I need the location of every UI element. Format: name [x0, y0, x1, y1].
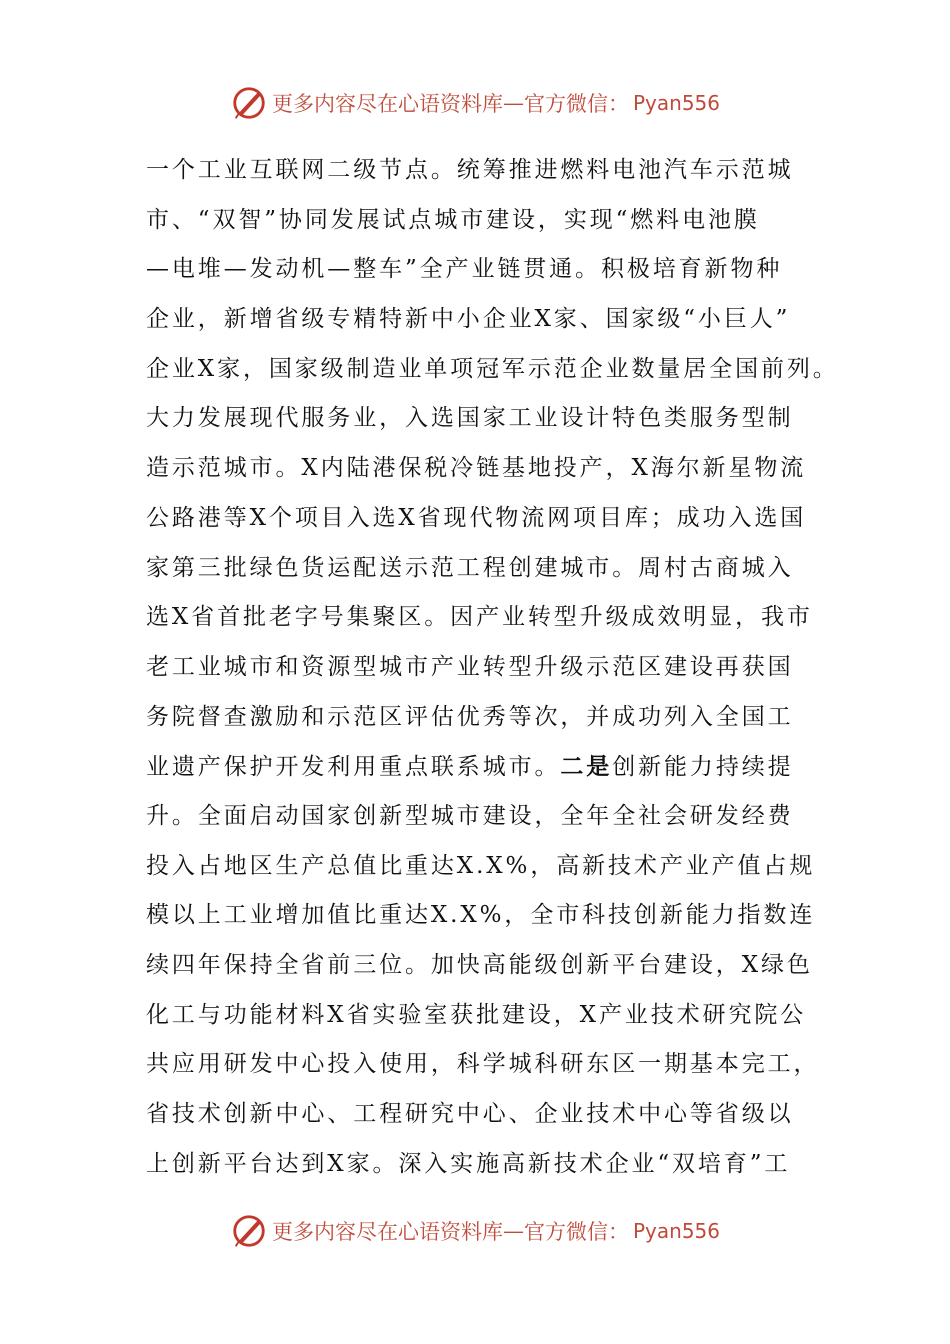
text-line [146, 792, 826, 842]
header-watermark-banner [0, 80, 950, 126]
text-run: 公路港等X个项目入选X省现代物流网项目库；成功入选国 [146, 504, 807, 531]
banner-slogan: 更多内容尽在心语资料库 [271, 92, 503, 116]
text-line [146, 593, 826, 643]
quill-pen-logo-icon [230, 1212, 268, 1250]
text-line [146, 941, 826, 991]
text-run: 化工与功能材料X省实验室获批建设，X产业技术研究院公 [146, 1001, 807, 1028]
text-line [146, 544, 826, 594]
banner-slogan: 更多内容尽在心语资料库 [271, 1220, 503, 1244]
text-line [146, 444, 826, 494]
text-run: 老工业城市和资源型城市产业转型升级示范区建设再获国 [146, 653, 794, 680]
text-run: 务院督查激励和示范区评估优秀等次，并成功列入全国工 [146, 703, 794, 730]
text-line [146, 742, 826, 792]
footer-watermark-banner [0, 1208, 950, 1254]
text-run: 业遗产保护开发利用重点联系城市。 [146, 754, 561, 781]
text-line [146, 1040, 826, 1090]
text-line [146, 394, 826, 444]
banner-separator: — [502, 91, 524, 115]
quill-pen-logo-icon [230, 84, 268, 122]
text-run: 企业，新增省级专精特新中小企业X家、国家级“小巨人” [146, 306, 791, 333]
text-line [146, 891, 826, 941]
text-line [146, 1090, 826, 1140]
text-line [146, 494, 826, 544]
text-line [146, 842, 826, 892]
text-run: 市、“双智”协同发展试点城市建设，实现“燃料电池膜 [146, 206, 760, 233]
text-run: 选X省首批老字号集聚区。因产业转型升级成效明显，我市 [146, 604, 813, 631]
text-run: 省技术创新中心、工程研究中心、企业技术中心等省级以 [146, 1101, 794, 1128]
text-run: 大力发展现代服务业，入选国家工业设计特色类服务型制 [146, 405, 794, 432]
text-run: 上创新平台达到X家。深入实施高新技术企业“双培育”工 [146, 1150, 791, 1177]
text-line [146, 295, 826, 345]
bold-heading-run: 二是 [560, 753, 613, 781]
text-run: 家第三批绿色货运配送示范工程创建城市。周村古商城入 [146, 554, 794, 581]
text-run: 一个工业互联网二级节点。统筹推进燃料电池汽车示范城 [146, 157, 794, 183]
text-line [146, 693, 826, 743]
text-line [146, 345, 839, 395]
text-line [146, 146, 826, 196]
text-line [146, 245, 826, 295]
banner-separator: — [502, 1219, 524, 1243]
text-run: 共应用研发中心投入使用，科学城科研东区一期基本完工， [146, 1051, 820, 1078]
text-run: 造示范城市。X内陆港保税冷链基地投产，X海尔新星物流 [146, 455, 807, 482]
document-body [146, 146, 839, 1189]
banner-wechat-label: 官方微信： [523, 92, 629, 116]
text-line [146, 643, 826, 693]
text-line [146, 196, 826, 246]
text-run: 续四年保持全省前三位。加快高能级创新平台建设，X绿色 [146, 952, 813, 978]
text-run: 升。全面启动国家创新型城市建设，全年全社会研发经费 [146, 802, 794, 829]
text-run: 创新能力持续提 [612, 754, 794, 781]
text-run: —电堆—发动机—整车”全产业链贯通。积极培育新物种 [146, 256, 783, 283]
banner-wechat-id: Pyan556 [632, 1219, 720, 1243]
text-line [146, 991, 826, 1041]
text-run: 模以上工业增加值比重达X.X%，全市科技创新能力指数连 [146, 902, 816, 929]
text-run: 投入占地区生产总值比重达X.X%，高新技术产业产值占规 [146, 852, 816, 879]
text-run: 企业X家，国家级制造业单项冠军示范企业数量居全国前列。 [146, 355, 839, 382]
banner-wechat-label: 官方微信： [523, 1220, 629, 1244]
banner-wechat-id: Pyan556 [632, 91, 720, 115]
text-line [146, 1140, 826, 1190]
